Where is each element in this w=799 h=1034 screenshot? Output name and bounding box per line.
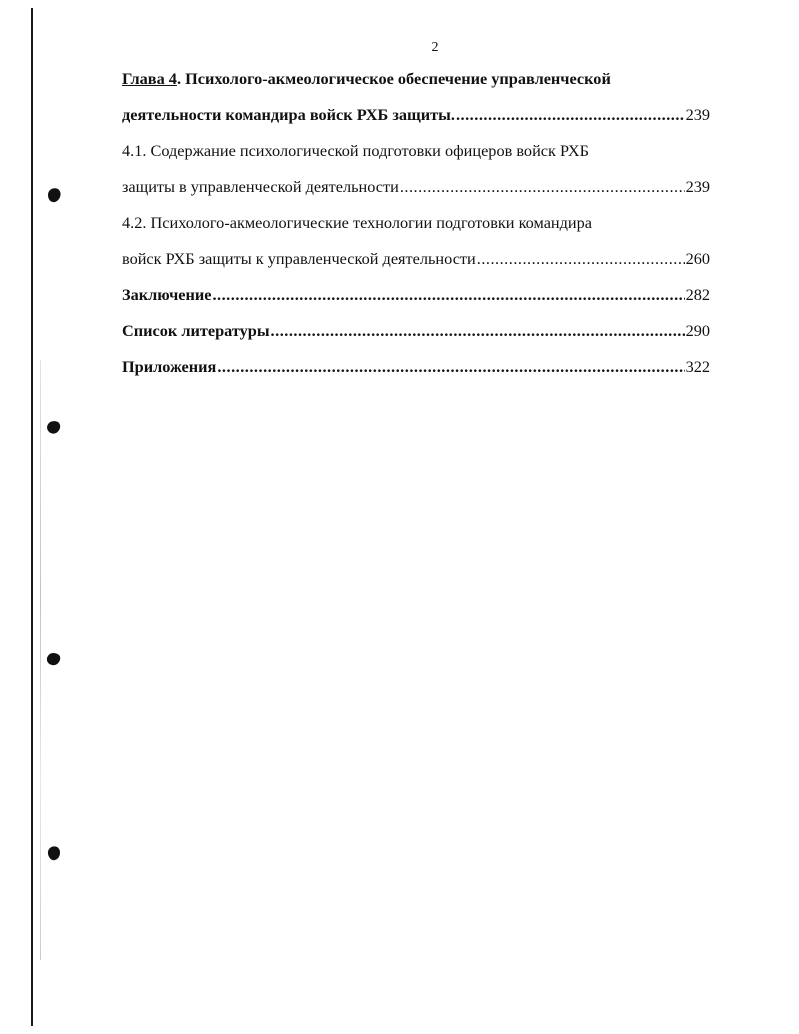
chapter4-title-line1: . Психолого-акмеологическое обеспечение управленческой [176, 69, 611, 88]
page-number: 2 [431, 40, 439, 55]
conclusion-label: Заключение [122, 285, 212, 304]
punch-hole-mark [46, 186, 62, 204]
dot-leader [456, 102, 685, 128]
dot-leader [477, 246, 685, 272]
toc-appendices [122, 354, 710, 390]
section4-1-line1: 4.1. Содержание психологической подготовки офицеров войск РХБ [122, 141, 589, 160]
toc-section4-2-line2 [122, 246, 710, 282]
punch-hole-mark [46, 650, 62, 668]
section4-2-line2: войск РХБ защиты к управленческой деятельности [122, 249, 476, 268]
chapter4-page: 239 [685, 105, 710, 124]
chapter4-title-line2: деятельности командира войск РХБ защиты. [122, 105, 455, 124]
section4-1-line2: защиты в управленческой деятельности [122, 177, 399, 196]
punch-hole-mark [46, 418, 62, 436]
references-label: Список литературы [122, 321, 270, 340]
dot-leader [217, 354, 684, 380]
page-binding-edge [31, 8, 33, 1026]
table-of-contents [122, 66, 710, 390]
references-page: 290 [685, 321, 710, 340]
toc-chapter4-line2 [122, 102, 710, 138]
conclusion-page: 282 [685, 285, 710, 304]
punch-hole-mark [46, 844, 62, 862]
toc-section4-2-line1 [122, 210, 710, 246]
section4-2-line1: 4.2. Психолого-акмеологические технологии подготовки командира [122, 213, 592, 232]
toc-references [122, 318, 710, 354]
section4-2-page: 260 [685, 249, 710, 268]
dot-leader [271, 318, 685, 344]
appendices-page: 322 [685, 357, 710, 376]
dot-leader [212, 282, 684, 308]
toc-section4-1-line1 [122, 138, 710, 174]
toc-conclusion [122, 282, 710, 318]
toc-chapter4-line1 [122, 66, 710, 102]
toc-section4-1-line2 [122, 174, 710, 210]
section4-1-page: 239 [685, 177, 710, 196]
chapter4-prefix: Глава 4 [122, 69, 177, 88]
appendices-label: Приложения [122, 357, 217, 376]
scan-edge-shadow [40, 360, 41, 960]
dot-leader [400, 174, 685, 200]
